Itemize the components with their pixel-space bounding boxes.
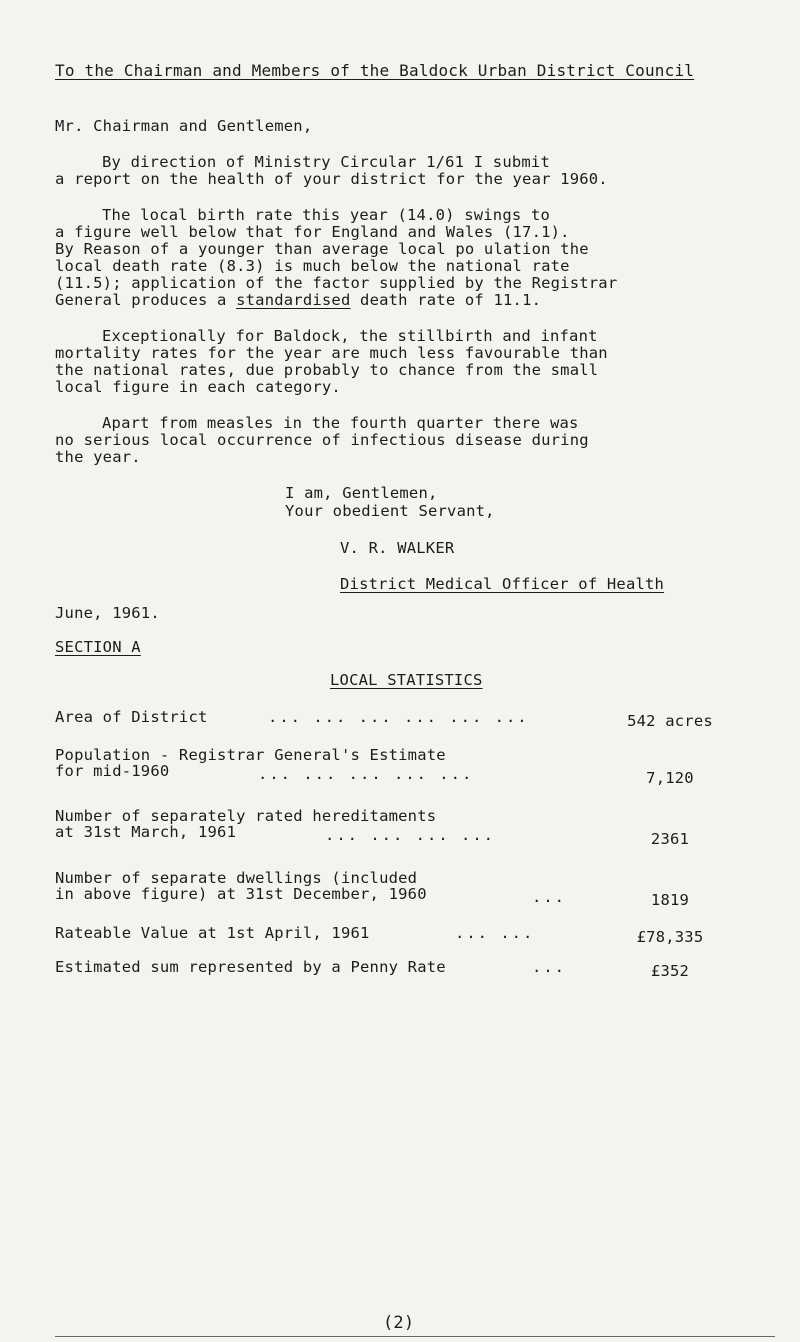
stat-value-rateable-value: £78,335 bbox=[636, 928, 704, 946]
stat-label-hereditaments: Number of separately rated hereditaments bbox=[55, 807, 437, 825]
stat-value-hereditaments: 2361 bbox=[650, 830, 690, 848]
page-number: (2) bbox=[383, 1313, 415, 1333]
letter-heading: To the Chairman and Members of the Baldock Urban District Council bbox=[55, 61, 695, 80]
paragraph-2-line-1: The local birth rate this year (14.0) swings to bbox=[102, 206, 550, 224]
stat-label-area: Area of District bbox=[55, 708, 208, 726]
paragraph-4-line-3: the year. bbox=[55, 448, 141, 466]
stat-label-population: Population - Registrar General's Estimate bbox=[55, 746, 446, 764]
stat-dots-dwellings: ... bbox=[532, 888, 566, 906]
paragraph-3-line-2: mortality rates for the year are much less favourable than bbox=[55, 344, 608, 362]
standardised-emphasis: standardised bbox=[236, 291, 351, 309]
stat-dots-rateable-value: ... ... bbox=[455, 924, 535, 942]
paragraph-4-line-2: no serious local occurrence of infectious disease during bbox=[55, 431, 589, 449]
signature-name: V. R. WALKER bbox=[340, 539, 455, 557]
section-heading: LOCAL STATISTICS bbox=[330, 671, 483, 689]
stat-value-area: 542 acres bbox=[627, 712, 713, 730]
paragraph-2-line-4: local death rate (8.3) is much below the national rate bbox=[55, 257, 570, 275]
stat-label-hereditaments-line-2: at 31st March, 1961 bbox=[55, 823, 237, 841]
stat-label-dwellings: Number of separate dwellings (included bbox=[55, 869, 418, 887]
stat-label-dwellings-line-2: in above figure) at 31st December, 1960 bbox=[55, 885, 427, 903]
paragraph-3-line-1: Exceptionally for Baldock, the stillbirth and infant bbox=[102, 327, 598, 345]
stat-value-dwellings: 1819 bbox=[650, 891, 690, 909]
stat-label-penny-rate: Estimated sum represented by a Penny Rate bbox=[55, 958, 446, 976]
paragraph-2-line-6-end: death rate of 11.1. bbox=[350, 291, 542, 309]
stat-value-population: 7,120 bbox=[646, 769, 694, 787]
closing-line-2: Your obedient Servant, bbox=[285, 502, 495, 520]
stat-label-population-line-2: for mid-1960 bbox=[55, 762, 170, 780]
paragraph-1-line-2: a report on the health of your district for the year 1960. bbox=[55, 170, 608, 188]
stat-dots-population: ... ... ... ... ... bbox=[258, 765, 474, 783]
stat-dots-penny-rate: ... bbox=[532, 958, 566, 976]
paragraph-3-line-4: local figure in each category. bbox=[55, 378, 341, 396]
paragraph-2-line-6 bbox=[55, 292, 541, 309]
stat-dots-hereditaments: ... ... ... ... bbox=[325, 826, 495, 844]
paragraph-2-line-2: a figure well below that for England and Wales (17.1). bbox=[55, 223, 570, 241]
stat-label-rateable-value: Rateable Value at 1st April, 1961 bbox=[55, 924, 370, 942]
stat-value-penny-rate: £352 bbox=[650, 962, 690, 980]
paragraph-1-line-1: By direction of Ministry Circular 1/61 I submit bbox=[102, 153, 550, 171]
paragraph-2-line-5: (11.5); application of the factor supplied by the Registrar bbox=[55, 274, 618, 292]
stat-dots-area: ... ... ... ... ... ... bbox=[268, 708, 529, 726]
paragraph-2-line-6-start: General produces a bbox=[55, 291, 237, 309]
paragraph-4-line-1: Apart from measles in the fourth quarter there was bbox=[102, 414, 579, 432]
page-number-box bbox=[379, 1313, 427, 1335]
salutation: Mr. Chairman and Gentlemen, bbox=[55, 117, 313, 135]
paragraph-3-line-3: the national rates, due probably to chance from the small bbox=[55, 361, 599, 379]
signature-title: District Medical Officer of Health bbox=[340, 575, 665, 593]
closing-line-1: I am, Gentlemen, bbox=[285, 484, 438, 502]
section-label: SECTION A bbox=[55, 638, 141, 656]
letter-date: June, 1961. bbox=[55, 604, 160, 622]
paragraph-2-line-3: By Reason of a younger than average local po ulation the bbox=[55, 240, 589, 258]
footer-rule bbox=[55, 1336, 775, 1337]
